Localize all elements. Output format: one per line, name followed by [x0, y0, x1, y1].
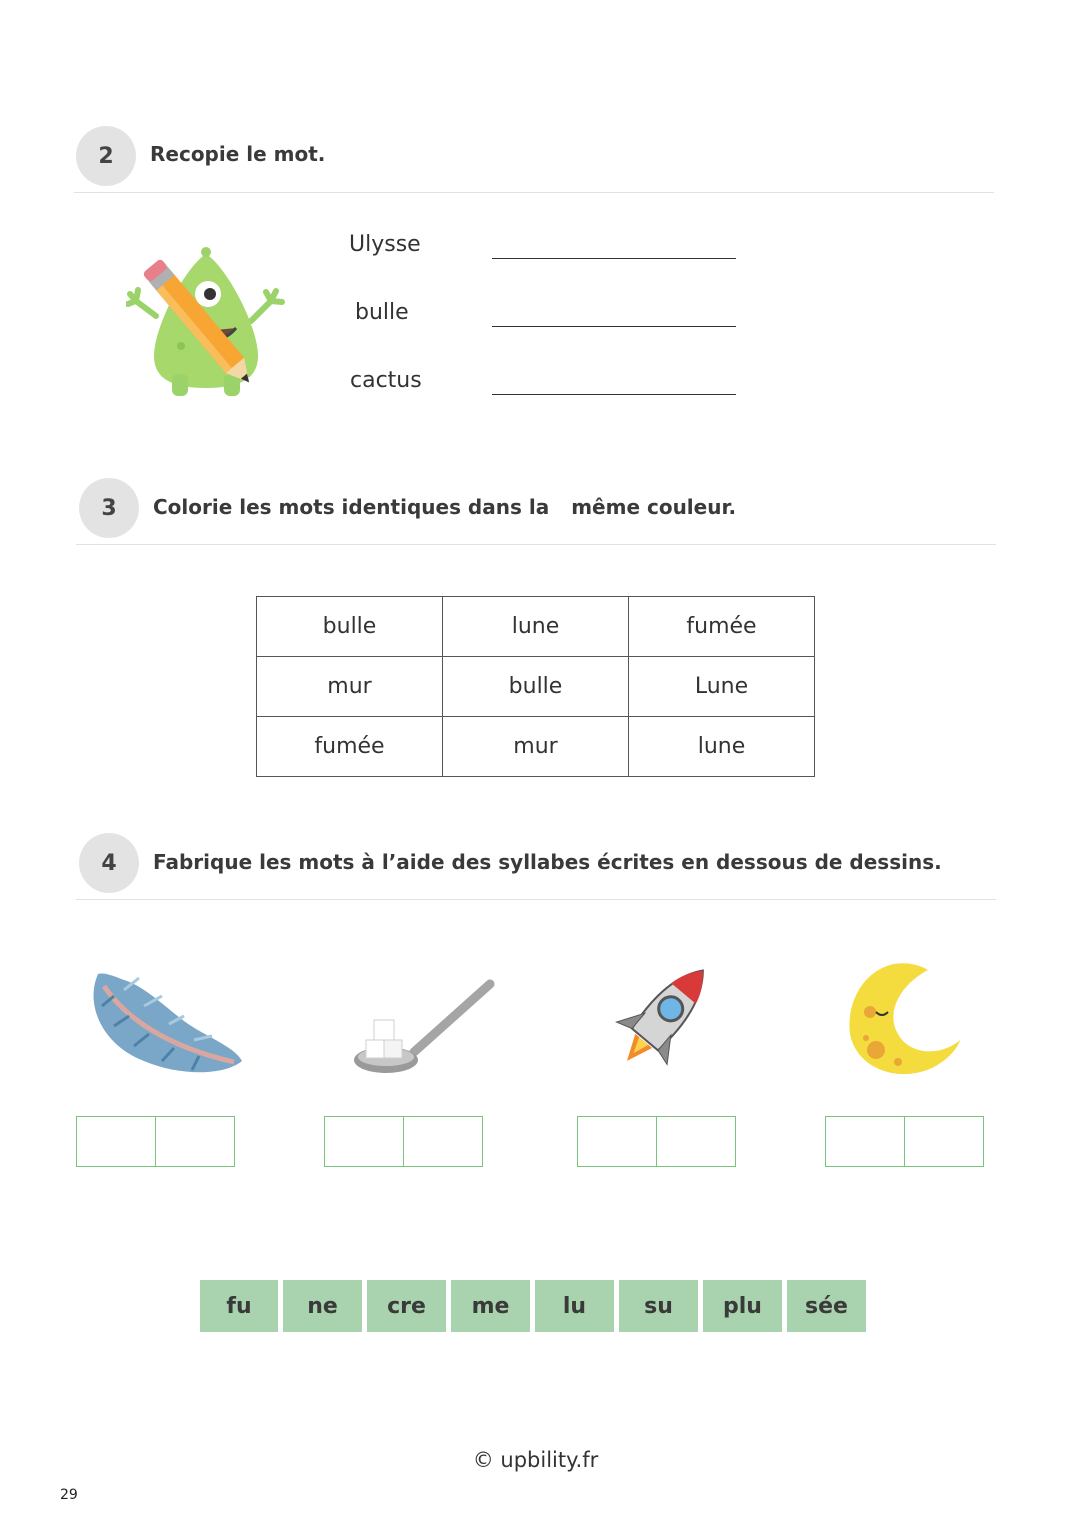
feather-image [84, 966, 246, 1084]
grid-cell[interactable]: bulle [257, 597, 443, 657]
syllable-tile[interactable]: ne [283, 1280, 362, 1332]
copy-word-3: cactus [350, 368, 422, 393]
syllable-box[interactable] [904, 1116, 984, 1167]
title-part-1: Colorie les mots identiques dans la [153, 495, 550, 519]
exercise-number-badge [76, 126, 136, 186]
syllable-tile[interactable]: me [451, 1280, 530, 1332]
exercise-title: Fabrique les mots à l’aide des syllabes écrites en dessous de dessins. [153, 850, 942, 874]
syllable-tile[interactable]: plu [703, 1280, 782, 1332]
grid-cell[interactable]: mur [257, 657, 443, 717]
syllable-tile[interactable]: su [619, 1280, 698, 1332]
monster-with-pencil-image [126, 246, 286, 402]
syllable-box[interactable] [825, 1116, 905, 1167]
exercise-number: 4 [101, 850, 117, 876]
moon-image [846, 962, 962, 1080]
grid-cell[interactable]: lune [443, 597, 629, 657]
syllable-box[interactable] [155, 1116, 235, 1167]
syllable-answer-boxes-1 [76, 1116, 235, 1167]
rocket-image [600, 956, 726, 1080]
exercise-number-badge [79, 478, 139, 538]
syllable-tile[interactable]: cre [367, 1280, 446, 1332]
spoon-sugar-image [354, 974, 498, 1078]
exercise-title [153, 495, 736, 519]
grid-cell[interactable]: fumée [629, 597, 815, 657]
syllable-tile[interactable]: sée [787, 1280, 866, 1332]
syllable-box[interactable] [577, 1116, 657, 1167]
copy-word-2: bulle [355, 300, 409, 325]
syllable-box[interactable] [403, 1116, 483, 1167]
exercise-number: 2 [98, 143, 114, 169]
grid-cell[interactable]: Lune [629, 657, 815, 717]
exercise-title: Recopie le mot. [150, 142, 326, 166]
title-part-2: même couleur. [571, 495, 737, 519]
exercise-number: 3 [101, 495, 117, 521]
syllable-tile[interactable]: lu [535, 1280, 614, 1332]
divider [74, 192, 994, 193]
syllable-answer-boxes-2 [324, 1116, 483, 1167]
page-number: 29 [60, 1487, 78, 1503]
grid-cell[interactable]: mur [443, 717, 629, 777]
copy-word-1: Ulysse [349, 232, 421, 257]
exercise-number-badge [79, 833, 139, 893]
writing-line-1[interactable] [492, 258, 736, 259]
syllable-tile[interactable]: fu [200, 1280, 278, 1332]
syllable-box[interactable] [324, 1116, 404, 1167]
divider [76, 544, 996, 545]
syllable-box[interactable] [656, 1116, 736, 1167]
writing-line-3[interactable] [492, 394, 736, 395]
word-grid [256, 596, 815, 777]
writing-line-2[interactable] [492, 326, 736, 327]
syllable-answer-boxes-3 [577, 1116, 736, 1167]
syllable-box[interactable] [76, 1116, 156, 1167]
copyright: © upbility.fr [472, 1448, 599, 1472]
grid-cell[interactable]: bulle [443, 657, 629, 717]
grid-cell[interactable]: lune [629, 717, 815, 777]
grid-cell[interactable]: fumée [257, 717, 443, 777]
syllable-answer-boxes-4 [825, 1116, 984, 1167]
divider [76, 899, 996, 900]
syllable-bank [200, 1280, 866, 1332]
